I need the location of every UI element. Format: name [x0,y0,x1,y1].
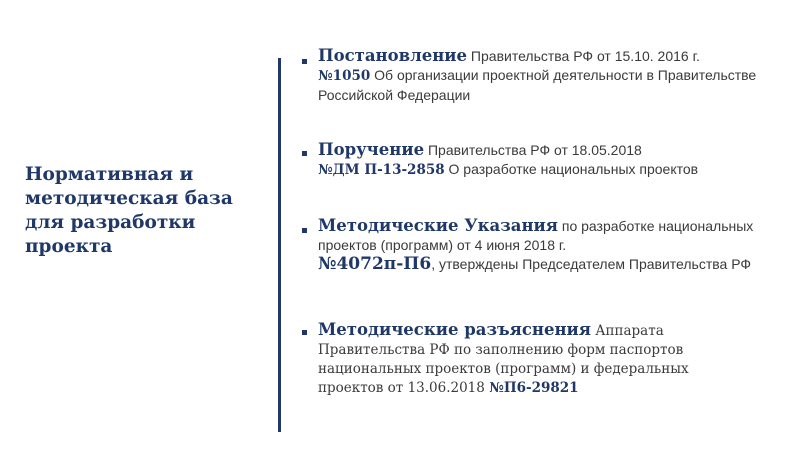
item-label: Постановление [318,46,468,65]
item-text: Аппарата Правительства РФ по заполнению форм паспортов национальных проектов (программ) и федеральных проектов от 13.06.2018 [318,323,689,396]
item-number: №ДМ П-13-2858 [318,162,445,178]
item-text-continued: Об организации проектной деятельности в Правительстве Российской Федерации [318,67,757,103]
list-item-resolution [318,46,788,105]
item-label: Методические Указания [318,216,558,235]
item-text: Правительства РФ от 15.10. 2016 г. [467,48,700,64]
bullet-icon [302,330,307,335]
item-label: Поручение [318,140,425,159]
item-text: по разработке национальных проектов (программ) от 4 июня 2018 г. [318,218,754,253]
vertical-divider [278,58,281,432]
bullet-icon [302,59,307,64]
item-number: №1050 [318,68,371,84]
item-text-continued: , утверждены Председателем Правительства РФ [431,256,752,272]
item-text: Правительства РФ от 18.05.2018 [424,142,642,158]
bullet-icon [302,228,307,233]
item-text-continued: О разработке национальных проектов [444,161,699,177]
list-item-guidelines [318,216,758,274]
list-item-instruction [318,140,788,180]
item-number: №П6-29821 [489,380,579,396]
list-item-clarifications [318,320,758,398]
slide-heading: Нормативная и методическая база для разработки проекта [25,164,233,257]
bullet-icon [302,151,307,156]
item-number: №4072п-П6 [318,254,432,274]
item-label: Методические разъяснения [318,320,591,339]
